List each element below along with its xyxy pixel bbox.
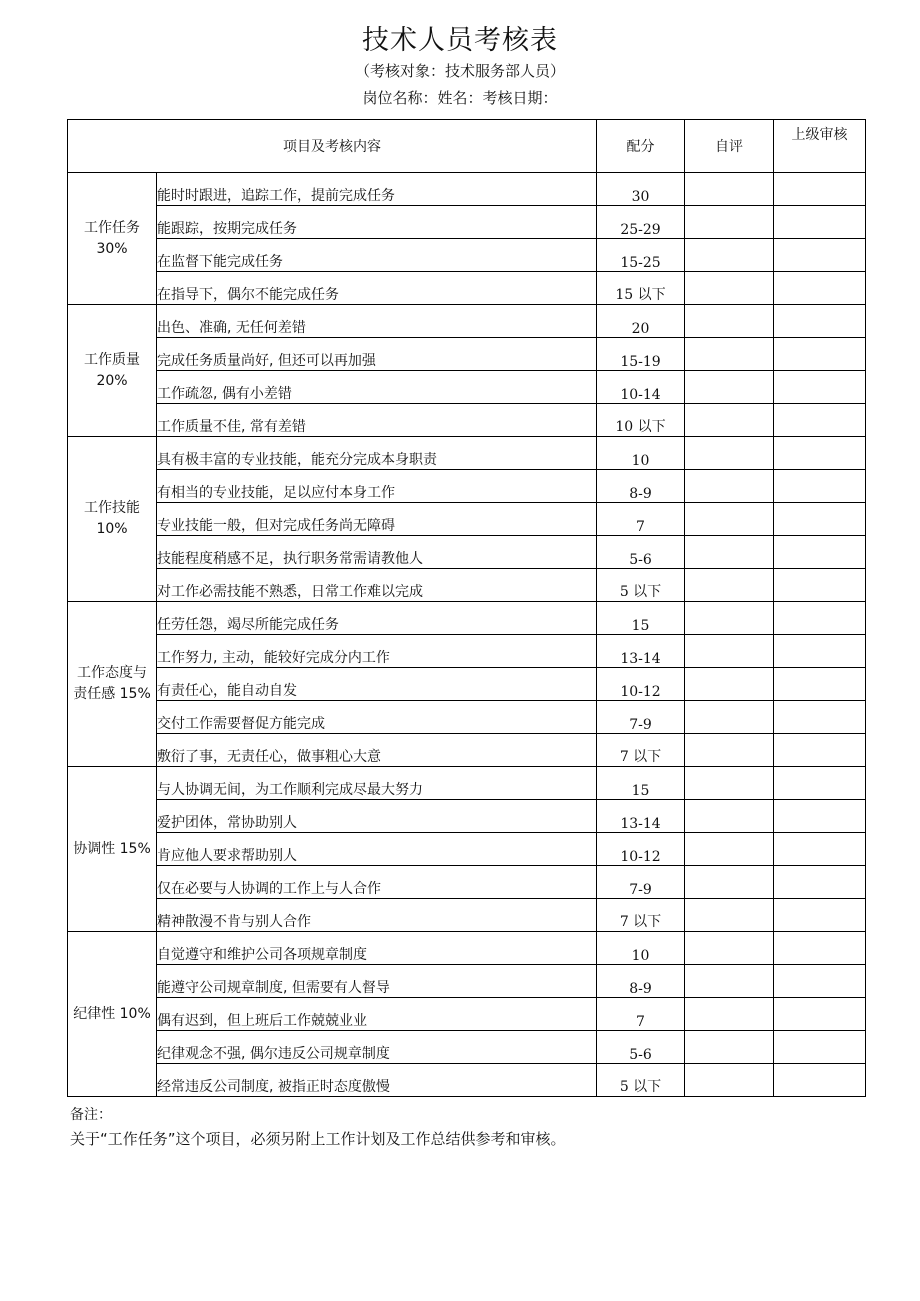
criterion-cell: 与人协调无间，为工作顺利完成尽最大努力: [157, 767, 597, 800]
header-row: [68, 120, 866, 173]
superior-review-cell[interactable]: [774, 998, 866, 1031]
score-cell: 5 以下: [597, 1064, 685, 1097]
category-cell: [68, 437, 157, 602]
category-name: 工作任务: [84, 219, 140, 236]
superior-review-cell[interactable]: [774, 602, 866, 635]
self-eval-cell[interactable]: [685, 899, 774, 932]
criterion-cell: 完成任务质量尚好, 但还可以再加强: [157, 338, 597, 371]
superior-review-cell[interactable]: [774, 1064, 866, 1097]
self-eval-cell[interactable]: [685, 173, 774, 206]
superior-review-cell[interactable]: [774, 833, 866, 866]
superior-review-cell[interactable]: [774, 800, 866, 833]
superior-review-cell[interactable]: [774, 338, 866, 371]
category-weight: 责任感 15%: [73, 686, 151, 702]
score-cell: 5-6: [597, 536, 685, 569]
score-cell: 7 以下: [597, 734, 685, 767]
self-eval-cell[interactable]: [685, 932, 774, 965]
table-row: [68, 338, 866, 371]
self-eval-cell[interactable]: [685, 1064, 774, 1097]
table-row: [68, 833, 866, 866]
page-subtitle: （考核对象：技术服务部人员）: [354, 62, 565, 80]
category-name: 工作态度与: [77, 665, 147, 681]
score-cell: 20: [597, 305, 685, 338]
table-row: [68, 668, 866, 701]
assessment-table: [67, 119, 866, 1097]
self-eval-cell[interactable]: [685, 371, 774, 404]
self-eval-cell[interactable]: [685, 602, 774, 635]
superior-review-cell[interactable]: [774, 767, 866, 800]
self-eval-cell[interactable]: [685, 998, 774, 1031]
table-row: [68, 701, 866, 734]
score-cell: 15: [597, 767, 685, 800]
criterion-cell: 能遵守公司规章制度, 但需要有人督导: [157, 965, 597, 998]
criterion-cell: 在监督下能完成任务: [157, 239, 597, 272]
superior-review-cell[interactable]: [774, 272, 866, 305]
table-row: [68, 470, 866, 503]
table-row: [68, 767, 866, 800]
self-eval-cell[interactable]: [685, 239, 774, 272]
superior-review-cell[interactable]: [774, 734, 866, 767]
criterion-cell: 出色、准确, 无任何差错: [157, 305, 597, 338]
superior-review-cell[interactable]: [774, 536, 866, 569]
criterion-cell: 技能程度稍感不足，执行职务常需请教他人: [157, 536, 597, 569]
superior-review-cell[interactable]: [774, 437, 866, 470]
self-eval-cell[interactable]: [685, 404, 774, 437]
category-name: 工作质量: [84, 351, 140, 368]
score-cell: 30: [597, 173, 685, 206]
score-cell: 10-12: [597, 833, 685, 866]
self-eval-cell[interactable]: [685, 965, 774, 998]
superior-review-cell[interactable]: [774, 569, 866, 602]
self-eval-cell[interactable]: [685, 503, 774, 536]
notes-label: 备注：: [70, 1107, 112, 1123]
table-row: [68, 899, 866, 932]
self-eval-cell[interactable]: [685, 833, 774, 866]
score-cell: 10 以下: [597, 404, 685, 437]
criterion-cell: 在指导下，偶尔不能完成任务: [157, 272, 597, 305]
criterion-cell: 任劳任怨，竭尽所能完成任务: [157, 602, 597, 635]
self-eval-cell[interactable]: [685, 635, 774, 668]
self-eval-cell[interactable]: [685, 338, 774, 371]
category-name: 工作技能: [84, 500, 140, 516]
category-cell: [68, 173, 157, 305]
self-eval-cell[interactable]: [685, 734, 774, 767]
score-cell: 7: [597, 998, 685, 1031]
criterion-cell: 能时时跟进，追踪工作，提前完成任务: [157, 173, 597, 206]
superior-review-cell[interactable]: [774, 701, 866, 734]
criterion-cell: 能跟踪，按期完成任务: [157, 206, 597, 239]
table-row: [68, 173, 866, 206]
self-eval-cell[interactable]: [685, 536, 774, 569]
criterion-cell: 经常违反公司制度, 被指正时态度傲慢: [157, 1064, 597, 1097]
table-row: [68, 239, 866, 272]
score-cell: 7-9: [597, 866, 685, 899]
criterion-cell: 工作质量不佳, 常有差错: [157, 404, 597, 437]
score-cell: 10-14: [597, 371, 685, 404]
self-eval-cell[interactable]: [685, 668, 774, 701]
score-cell: 13-14: [597, 635, 685, 668]
table-row: [68, 569, 866, 602]
self-eval-cell[interactable]: [685, 305, 774, 338]
self-eval-cell[interactable]: [685, 800, 774, 833]
category-weight: 10%: [96, 521, 128, 537]
score-cell: 10: [597, 932, 685, 965]
self-eval-cell[interactable]: [685, 437, 774, 470]
superior-review-cell[interactable]: [774, 668, 866, 701]
table-row: [68, 1031, 866, 1064]
score-cell: 15: [597, 602, 685, 635]
self-eval-cell[interactable]: [685, 206, 774, 239]
table-row: [68, 272, 866, 305]
superior-review-cell[interactable]: [774, 371, 866, 404]
criterion-cell: 工作努力, 主动，能较好完成分内工作: [157, 635, 597, 668]
superior-review-cell[interactable]: [774, 866, 866, 899]
criterion-cell: 工作疏忽, 偶有小差错: [157, 371, 597, 404]
superior-review-cell[interactable]: [774, 503, 866, 536]
table-row: [68, 305, 866, 338]
table-row: [68, 371, 866, 404]
info-line: 岗位名称：姓名：考核日期：: [362, 89, 558, 107]
table-row: [68, 503, 866, 536]
score-cell: 13-14: [597, 800, 685, 833]
superior-review-cell[interactable]: [774, 173, 866, 206]
criterion-cell: 有责任心，能自动自发: [157, 668, 597, 701]
header-superior: 上级审核: [774, 120, 866, 173]
superior-review-cell[interactable]: [774, 899, 866, 932]
score-cell: 8-9: [597, 965, 685, 998]
table-row: [68, 206, 866, 239]
table-row: [68, 602, 866, 635]
superior-review-cell[interactable]: [774, 239, 866, 272]
table-row: [68, 800, 866, 833]
score-cell: 15-19: [597, 338, 685, 371]
self-eval-cell[interactable]: [685, 470, 774, 503]
criterion-cell: 爱护团体，常协助别人: [157, 800, 597, 833]
superior-review-cell[interactable]: [774, 404, 866, 437]
superior-review-cell[interactable]: [774, 206, 866, 239]
table-row: [68, 635, 866, 668]
self-eval-cell[interactable]: [685, 569, 774, 602]
table-body: [68, 173, 866, 1097]
criterion-cell: 对工作必需技能不熟悉，日常工作难以完成: [157, 569, 597, 602]
self-eval-cell[interactable]: [685, 866, 774, 899]
criterion-cell: 专业技能一般，但对完成任务尚无障碍: [157, 503, 597, 536]
score-cell: 5-6: [597, 1031, 685, 1064]
table-row: [68, 932, 866, 965]
category-cell: [68, 932, 157, 1097]
superior-review-cell[interactable]: [774, 635, 866, 668]
score-cell: 15-25: [597, 239, 685, 272]
criterion-cell: 有相当的专业技能，足以应付本身工作: [157, 470, 597, 503]
table-row: [68, 404, 866, 437]
superior-review-cell[interactable]: [774, 470, 866, 503]
superior-review-cell[interactable]: [774, 1031, 866, 1064]
header-item: 项目及考核内容: [68, 120, 597, 173]
header-self: 自评: [685, 120, 774, 173]
category-cell: [68, 602, 157, 767]
category-weight: 30%: [96, 240, 128, 257]
table-row: [68, 866, 866, 899]
score-cell: 8-9: [597, 470, 685, 503]
score-cell: 25-29: [597, 206, 685, 239]
self-eval-cell[interactable]: [685, 272, 774, 305]
table-row: [68, 437, 866, 470]
criterion-cell: 偶有迟到，但上班后工作兢兢业业: [157, 998, 597, 1031]
category-cell: [68, 767, 157, 932]
table-row: [68, 1064, 866, 1097]
score-cell: 7: [597, 503, 685, 536]
superior-review-cell[interactable]: [774, 932, 866, 965]
criterion-cell: 具有极丰富的专业技能，能充分完成本身职责: [157, 437, 597, 470]
category-weight: 20%: [96, 372, 128, 389]
criterion-cell: 敷衍了事，无责任心，做事粗心大意: [157, 734, 597, 767]
criterion-cell: 肯应他人要求帮助别人: [157, 833, 597, 866]
self-eval-cell[interactable]: [685, 701, 774, 734]
score-cell: 10: [597, 437, 685, 470]
category-name: 纪律性 10%: [73, 1005, 151, 1022]
score-cell: 5 以下: [597, 569, 685, 602]
self-eval-cell[interactable]: [685, 767, 774, 800]
table-row: [68, 965, 866, 998]
score-cell: 10-12: [597, 668, 685, 701]
table-row: [68, 998, 866, 1031]
criterion-cell: 纪律观念不强, 偶尔违反公司规章制度: [157, 1031, 597, 1064]
table-row: [68, 536, 866, 569]
superior-review-cell[interactable]: [774, 305, 866, 338]
score-cell: 7 以下: [597, 899, 685, 932]
criterion-cell: 精神散漫不肯与别人合作: [157, 899, 597, 932]
superior-review-cell[interactable]: [774, 965, 866, 998]
criterion-cell: 交付工作需要督促方能完成: [157, 701, 597, 734]
table-row: [68, 734, 866, 767]
criterion-cell: 仅在必要与人协调的工作上与人合作: [157, 866, 597, 899]
category-name: 协调性 15%: [73, 840, 151, 857]
notes-text: 关于“工作任务”这个项目，必须另附上工作计划及工作总结供参考和审核。: [70, 1130, 566, 1148]
criterion-cell: 自觉遵守和维护公司各项规章制度: [157, 932, 597, 965]
header-score: 配分: [597, 120, 685, 173]
score-cell: 15 以下: [597, 272, 685, 305]
self-eval-cell[interactable]: [685, 1031, 774, 1064]
page-title: 技术人员考核表: [362, 25, 558, 56]
score-cell: 7-9: [597, 701, 685, 734]
category-cell: [68, 305, 157, 437]
